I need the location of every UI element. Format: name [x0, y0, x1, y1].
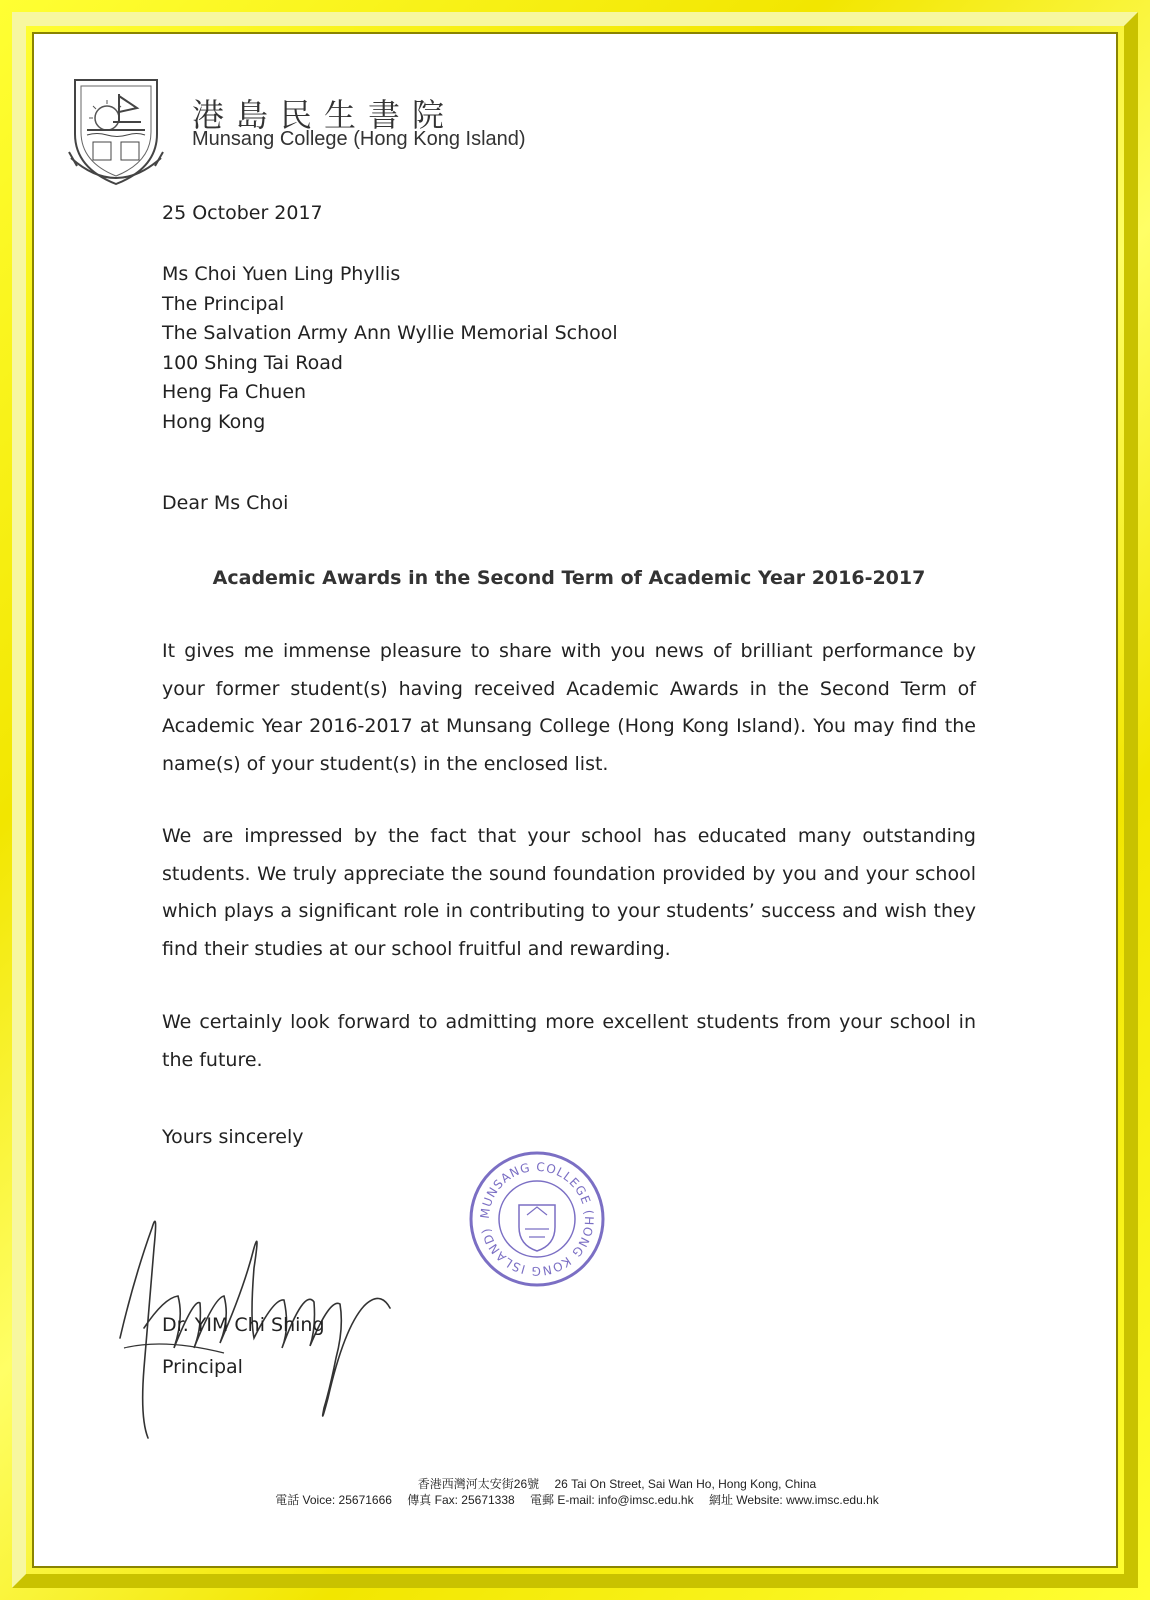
footer-address-chinese: 香港西灣河太安街26號: [417, 1477, 540, 1491]
signer-name: Dr. YIM Chi Shing: [162, 1314, 325, 1336]
letter-page: [32, 32, 1118, 1568]
recipient-line: 100 Shing Tai Road: [162, 351, 343, 374]
footer-email: 電郵 E-mail: info@imsc.edu.hk: [530, 1493, 694, 1507]
school-seal-stamp: [467, 1149, 607, 1289]
footer-website: 網址 Website: www.imsc.edu.hk: [708, 1493, 879, 1507]
footer-voice: 電話 Voice: 25671666: [275, 1493, 392, 1507]
footer-address-english: 26 Tai On Street, Sai Wan Ho, Hong Kong, China: [554, 1477, 817, 1491]
body-paragraph: We are impressed by the fact that your school has educated many outstanding students. We truly appreciate the sound foundation provided by you and your school which plays a significant role in contributing to your students’ success and wish they find their studies at our school fruitful and rewarding.: [162, 825, 976, 960]
recipient-line: Ms Choi Yuen Ling Phyllis: [162, 263, 401, 285]
school-crest-icon: [67, 72, 165, 192]
recipient-line: The Principal: [162, 292, 285, 315]
signer-title: Principal: [162, 1356, 243, 1378]
school-name-chinese: 港島民生書院: [192, 96, 457, 134]
body-paragraph: It gives me immense pleasure to share with you news of brilliant performance by your former student(s) having received Academic Awards in the Second Term of Academic Year 2016-2017 at Munsang College (Hong Kong Island). You may find the name(s) of your student(s) in the enclosed list.: [162, 640, 976, 775]
seal-text: MUNSANG COLLEGE (HONG KONG ISLAND): [477, 1159, 597, 1279]
footer-fax: 傳真 Fax: 25671338: [407, 1493, 515, 1507]
salutation: Dear Ms Choi: [162, 492, 289, 514]
handwritten-signature: [104, 1178, 404, 1448]
letter-date: 25 October 2017: [162, 202, 323, 224]
recipient-line: The Salvation Army Ann Wyllie Memorial School: [162, 322, 618, 344]
school-name-english: Munsang College (Hong Kong Island): [192, 128, 526, 150]
letterhead-footer: [34, 1476, 1120, 1508]
recipient-line: Hong Kong: [162, 410, 266, 433]
letter-subject: Academic Awards in the Second Term of Academic Year 2016-2017: [212, 567, 926, 589]
recipient-line: Heng Fa Chuen: [162, 381, 307, 403]
closing: Yours sincerely: [162, 1126, 304, 1148]
recipient-address: [162, 260, 618, 437]
body-paragraph: We certainly look forward to admitting more excellent students from your school in the future.: [162, 1011, 976, 1071]
